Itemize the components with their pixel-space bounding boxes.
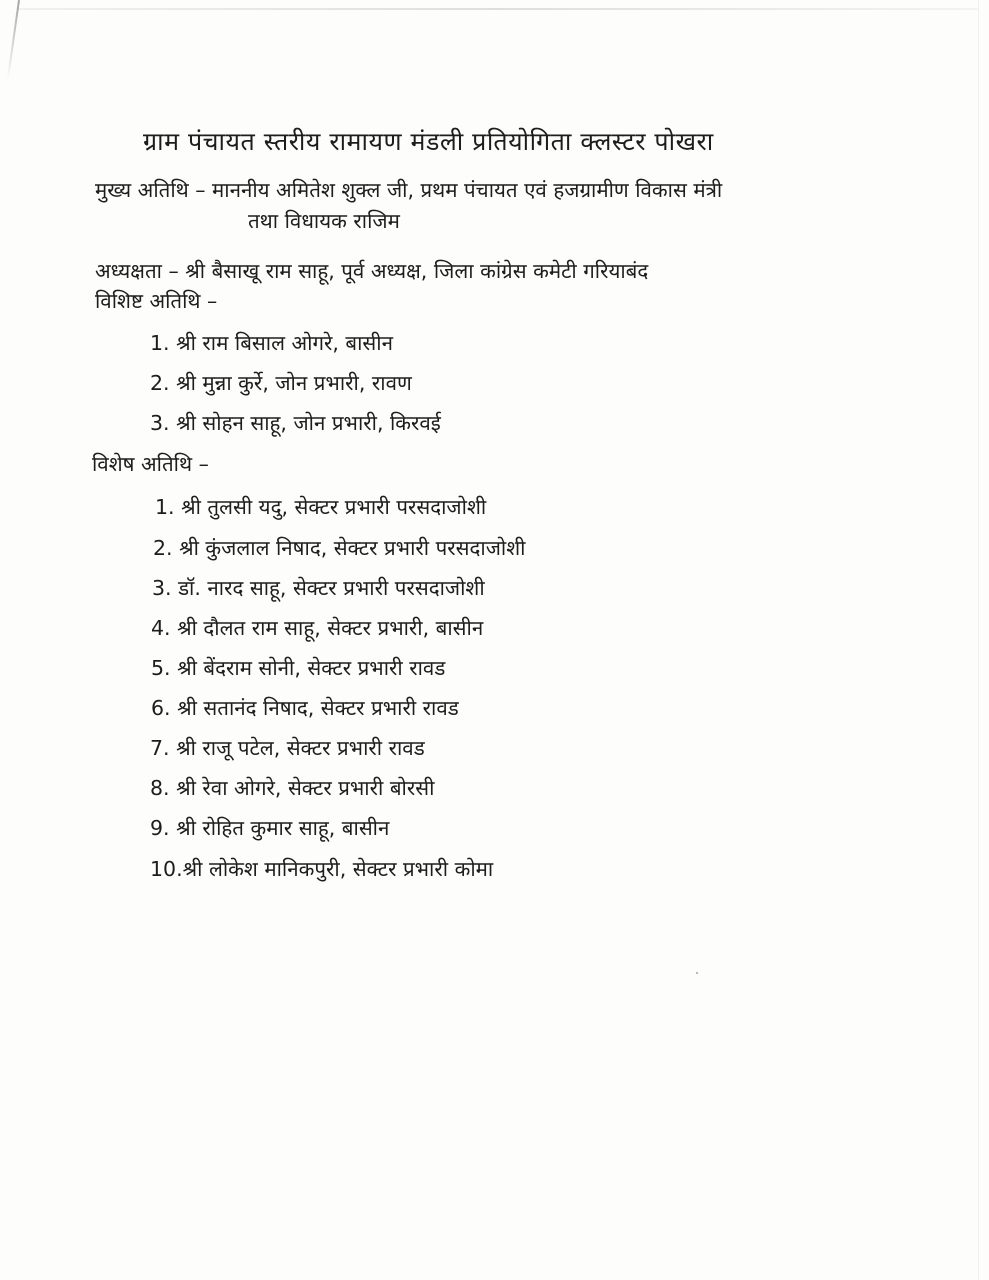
special-guest-item: 7. श्री राजू पटेल, सेक्टर प्रभारी रावड [150,736,425,760]
chief-guest-line-continued: तथा विधायक राजिम [248,209,400,233]
special-guest-item: 10.श्री लोकेश मानिकपुरी, सेक्टर प्रभारी कोमा [150,857,494,881]
distinguished-guests-label: विशिष्ट अतिथि – [95,289,218,313]
special-guest-item: 3. डॉ. नारद साहू, सेक्टर प्रभारी परसदाजोशी [152,576,485,600]
special-guest-item: 5. श्री बेंदराम सोनी, सेक्टर प्रभारी रावड [151,656,446,680]
special-guest-item: 2. श्री कुंजलाल निषाद, सेक्टर प्रभारी परसदाजोशी [153,536,526,560]
scan-edge-right [978,0,979,1280]
special-guest-item: 1. श्री तुलसी यदु, सेक्टर प्रभारी परसदाजोशी [155,495,487,519]
scan-edge-top [18,8,978,10]
special-guest-item: 4. श्री दौलत राम साहू, सेक्टर प्रभारी, बासीन [151,616,484,640]
special-guests-label: विशेष अतिथि – [92,452,209,476]
distinguished-guest-item: 3. श्री सोहन साहू, जोन प्रभारी, किरवई [150,411,441,435]
scan-edge-left [7,0,20,79]
chief-guest-line: मुख्य अतिथि – माननीय अमितेश शुक्ल जी, प्रथम पंचायत एवं हजग्रामीण विकास मंत्री [95,178,723,202]
special-guest-item: 9. श्री रोहित कुमार साहू, बासीन [150,816,390,840]
distinguished-guest-item: 2. श्री मुन्ना कुर्रे, जोन प्रभारी, रावण [150,371,412,395]
presidency-line: अध्यक्षता – श्री बैसाखू राम साहू, पूर्व अध्यक्ष, जिला कांग्रेस कमेटी गरियाबंद [95,259,649,283]
special-guest-item: 8. श्री रेवा ओगरे, सेक्टर प्रभारी बोरसी [150,776,435,800]
distinguished-guest-item: 1. श्री राम बिसाल ओगरे, बासीन [150,331,393,355]
document-title: ग्राम पंचायत स्तरीय रामायण मंडली प्रतियोगिता क्लस्टर पोखरा [143,127,714,156]
scan-speck [696,972,698,974]
special-guest-item: 6. श्री सतानंद निषाद, सेक्टर प्रभारी रावड [151,696,459,720]
